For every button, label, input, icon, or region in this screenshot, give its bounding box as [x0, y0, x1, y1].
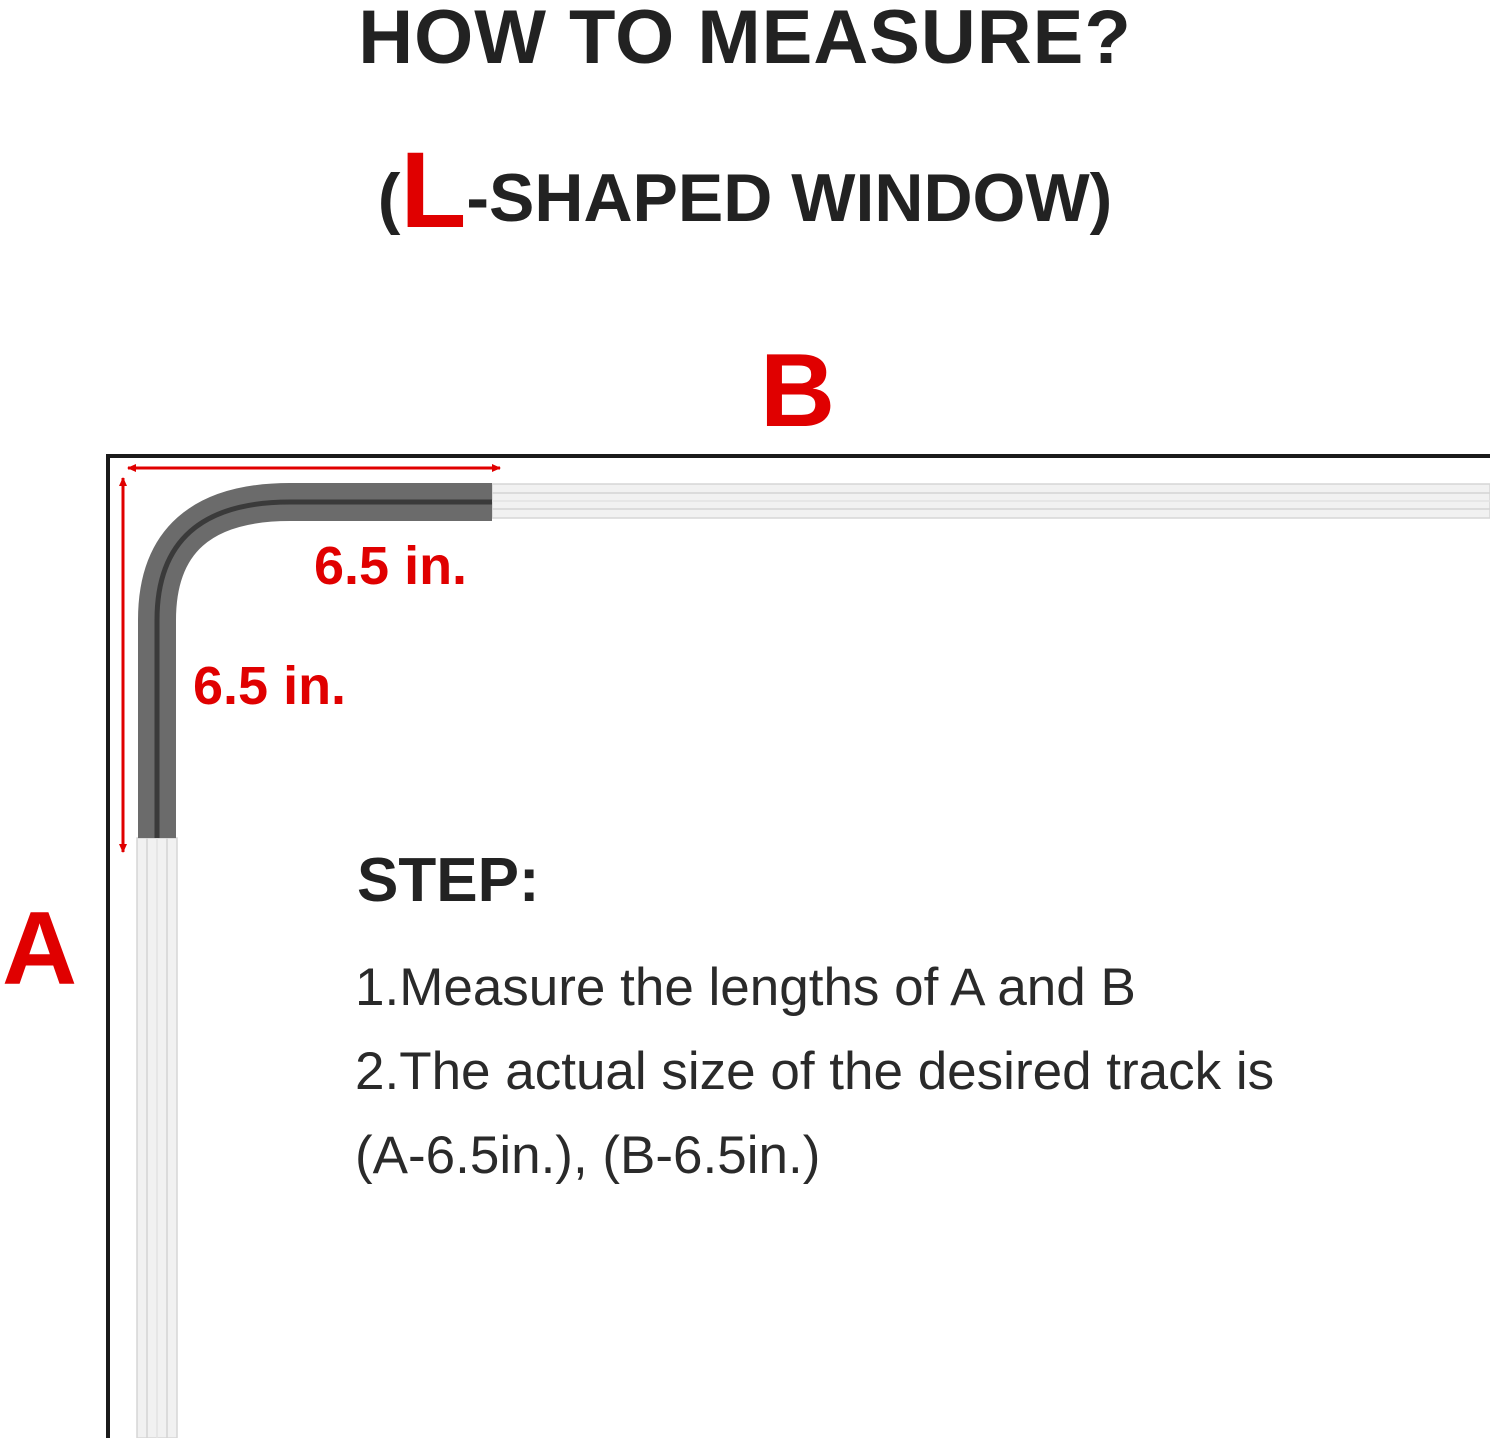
subtitle-letter-l: L: [400, 129, 467, 250]
horizontal-track: [492, 484, 1490, 518]
corner-horizontal-measure: 6.5 in.: [314, 536, 468, 596]
window-frame: [108, 456, 1490, 1438]
step-line-1: 1.Measure the lengths of A and B: [355, 958, 1136, 1017]
step-line-2: 2.The actual size of the desired track is: [355, 1042, 1275, 1101]
side-b-label: B: [760, 333, 836, 449]
corner-vertical-measure: 6.5 in.: [193, 656, 347, 716]
step-heading: STEP:: [357, 846, 540, 915]
subtitle-open-paren: (: [377, 160, 401, 236]
vertical-track: [137, 838, 177, 1438]
step-line-3: (A-6.5in.), (B-6.5in.): [355, 1126, 821, 1185]
side-a-label: A: [2, 891, 78, 1007]
page-title: HOW TO MEASURE?: [358, 0, 1132, 80]
subtitle-rest: -SHAPED WINDOW): [466, 160, 1113, 236]
